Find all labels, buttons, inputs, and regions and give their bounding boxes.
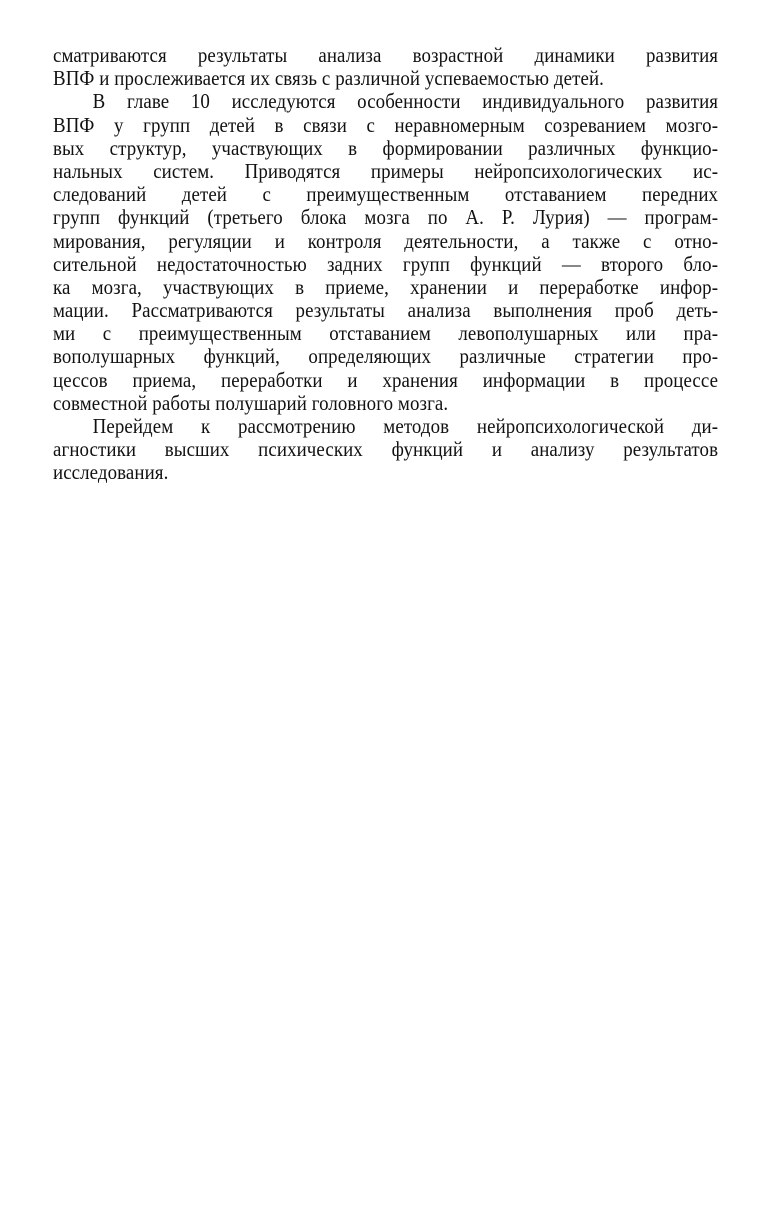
text-line: следований детей с преимущественным отставанием передних (53, 182, 719, 207)
paragraph-1 (53, 44, 718, 90)
text-line: Перейдем к рассмотрению методов нейропсихологической ди- (92, 414, 719, 438)
text-line: вых структур, участвующих в формировании различных функцио- (53, 135, 719, 160)
paragraph-3 (53, 415, 718, 485)
text-line: групп функций (третьего блока мозга по А. Р. Лурия) — програм- (53, 205, 719, 230)
text-line: вополушарных функций, определяющих различные стратегии про- (53, 344, 719, 369)
text-line: нальных систем. Приводятся примеры нейропсихологических ис- (53, 158, 719, 183)
text-line: ми с преимущественным отставанием левополушарных или пра- (53, 321, 719, 346)
text-line: агностики высших психических функций и анализу результатов (53, 437, 719, 462)
text-line: цессов приема, переработки и хранения информации в процессе (53, 367, 719, 392)
text-line: мирования, регуляции и контроля деятельности, а также с отно- (53, 228, 719, 253)
document-page (53, 44, 718, 485)
text-line: ВПФ у групп детей в связи с неравномерным созреванием мозго- (53, 112, 719, 137)
text-line: мации. Рассматриваются результаты анализа выполнения проб деть- (53, 298, 719, 323)
text-line: исследования. (53, 460, 169, 485)
text-line: совместной работы полушарий головного мозга. (53, 390, 449, 415)
text-line: сительной недостаточностью задних групп функций — второго бло- (53, 251, 719, 276)
text-line: ка мозга, участвующих в приеме, хранении и переработке инфор- (53, 274, 719, 299)
paragraph-2 (53, 90, 718, 415)
text-line: ВПФ и прослеживается их связь с различной успеваемостью детей. (53, 66, 604, 91)
text-line: сматриваются результаты анализа возрастной динамики развития (53, 43, 719, 67)
text-line: В главе 10 исследуются особенности индивидуального развития (92, 89, 719, 114)
